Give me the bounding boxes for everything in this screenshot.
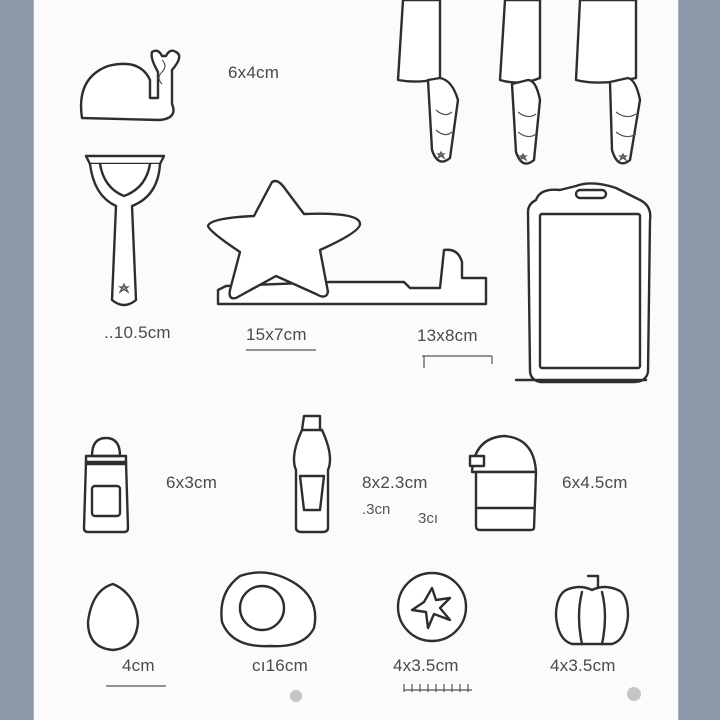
- cutting-board-icon: [516, 183, 650, 382]
- salt-shaker-icon: [84, 438, 128, 532]
- sauce-fragment-text-a: .3cn: [362, 501, 391, 518]
- egg-size-label: 4cm: [122, 656, 155, 675]
- sauce-bottle-size-label: 8x2.3cm: [362, 473, 428, 492]
- pepper-pot-icon: [470, 436, 536, 530]
- knife-icon: [576, 0, 640, 163]
- tomato-size-label: 4x3.5cm: [393, 656, 459, 675]
- fried-egg-icon: [221, 572, 315, 646]
- board-rack-size-label: 13x8cm: [417, 326, 478, 345]
- knife-icon: [500, 0, 540, 164]
- dimension-marks: [106, 350, 641, 702]
- star-rack-size-label: 15x7cm: [246, 325, 307, 344]
- egg-icon: [88, 584, 138, 650]
- pumpkin-icon: [556, 576, 628, 644]
- star-utensil-rack-icon: [208, 181, 486, 304]
- sauce-bottle-icon: [294, 416, 330, 532]
- fried-egg-size-label: cı16cm: [252, 656, 308, 675]
- pepper-pot-size-label: 6x4.5cm: [562, 473, 628, 492]
- snail-rest-size-label: 6x4cm: [228, 63, 280, 82]
- pumpkin-size-label: 4x3.5cm: [550, 656, 616, 675]
- salt-shaker-size-label: 6x3cm: [166, 473, 218, 492]
- peeler-icon: [86, 156, 164, 305]
- sauce-fragment-text-b: 3cı: [418, 510, 439, 527]
- peeler-size-label: ..10.5cm: [104, 323, 171, 342]
- tomato-slice-icon: [398, 573, 466, 641]
- knife-icon: [398, 0, 458, 162]
- snail-spoon-rest-icon: [81, 51, 179, 120]
